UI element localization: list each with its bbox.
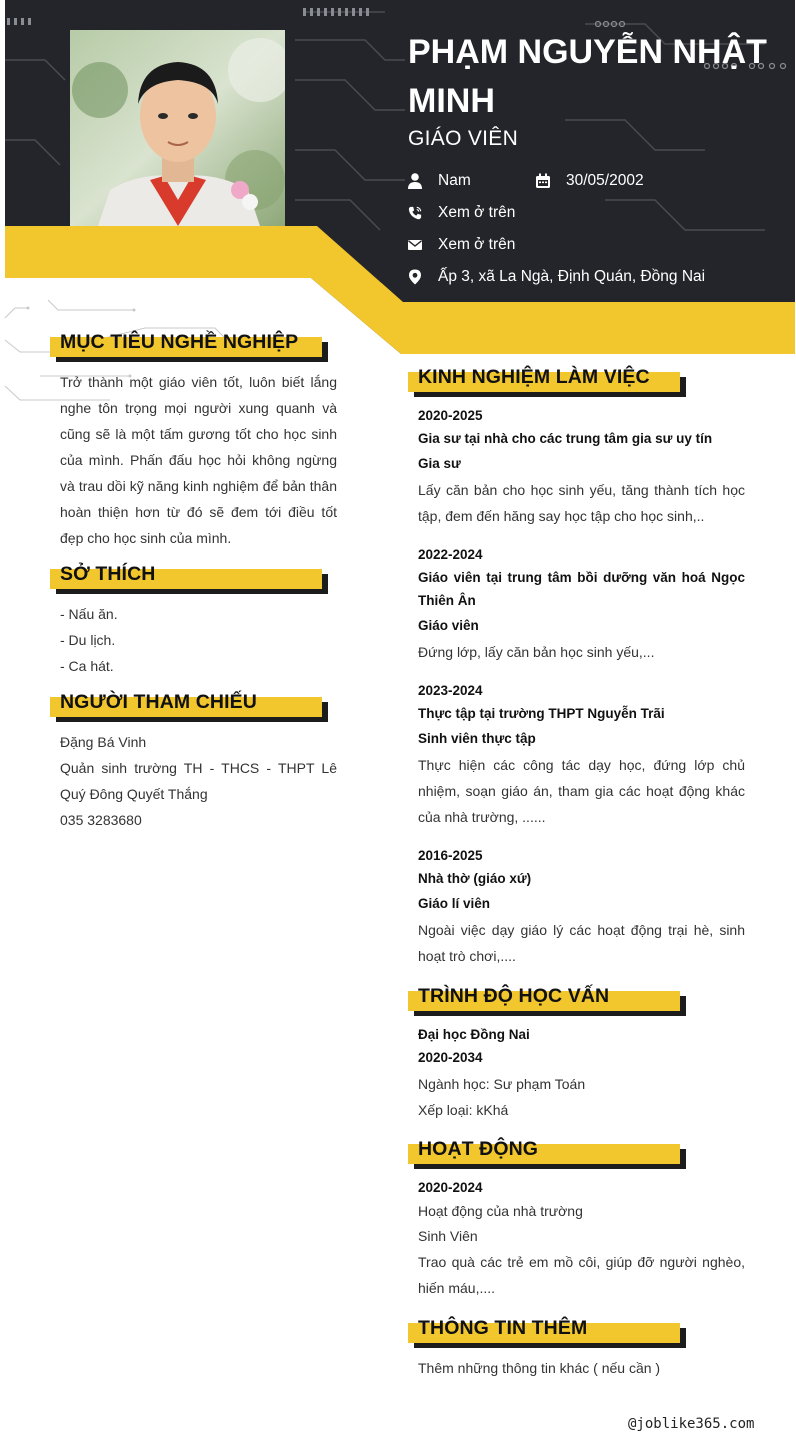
reference-phone: 035 3283680	[60, 812, 142, 828]
additional-heading: THÔNG TIN THÊM	[408, 1320, 688, 1350]
experience-role: Giáo lí viên	[418, 896, 491, 911]
envelope-icon	[408, 237, 422, 253]
hobby-item: - Nấu ăn.	[60, 606, 118, 622]
activities-block	[418, 1176, 745, 1301]
experience-item	[418, 404, 745, 529]
activities-heading: HOẠT ĐỘNG	[408, 1141, 688, 1171]
phone-row	[408, 204, 515, 222]
education-block	[418, 1023, 745, 1123]
address-value: Ấp 3, xã La Ngà, Định Quán, Đồng Nai	[438, 268, 706, 285]
education-grade: Xếp loại: kKhá	[418, 1102, 509, 1118]
calendar-icon	[536, 173, 550, 189]
activity-desc: Trao quà các trẻ em mồ côi, giúp đỡ người nghèo, hiến máu,....	[418, 1254, 745, 1296]
experience-org: Nhà thờ (giáo xứ)	[418, 871, 532, 886]
hobby-item: - Ca hát.	[60, 658, 114, 674]
experience-role: Giáo viên	[418, 618, 479, 633]
experience-desc: Lấy căn bản cho học sinh yếu, tăng thành tích học tập, đem đến hăng say học tập cho học sinh,..	[418, 482, 745, 524]
map-pin-icon	[408, 269, 422, 285]
birthdate-row	[536, 172, 644, 190]
reference-name: Đặng Bá Vinh	[60, 734, 147, 750]
objective-text: Trở thành một giáo viên tốt, luôn biết lắng nghe tôn trọng mọi người xung quanh và cũng sẽ là một tấm gương tốt cho học sinh của mình. Phấn đấu học hỏi không ngừng và trau dồi kỹ năng kinh nghiệm để bản thân hoàn thiện hơn từ đó sẽ đem tới điều tốt đẹp cho học sinh của mình.	[60, 374, 337, 546]
additional-text: Thêm những thông tin khác ( nếu cần )	[418, 1360, 661, 1376]
experience-org: Giáo viên tại trung tâm bồi dưỡng văn hoá Ngọc Thiên Ân	[418, 570, 745, 608]
gender-value: Nam	[438, 172, 471, 189]
activity-role: Sinh Viên	[418, 1228, 478, 1244]
email-row	[408, 236, 515, 254]
experience-heading: KINH NGHIỆM LÀM VIỆC	[408, 369, 688, 399]
education-period: 2020-2034	[418, 1050, 483, 1065]
profile-photo	[70, 30, 285, 226]
experience-item	[418, 679, 745, 830]
birthdate-value: 30/05/2002	[566, 172, 644, 189]
gender-row	[408, 172, 471, 190]
education-school: Đại học Đồng Nai	[418, 1027, 530, 1042]
experience-role: Sinh viên thực tập	[418, 731, 536, 746]
reference-position: Quản sinh trường TH - THCS - THPT Lê Quý Đông Quyết Thắng	[60, 760, 337, 802]
experience-item	[418, 543, 745, 665]
education-heading: TRÌNH ĐỘ HỌC VẤN	[408, 988, 688, 1018]
experience-org: Gia sư tại nhà cho các trung tâm gia sư uy tín	[418, 431, 713, 446]
experience-period: 2023-2024	[418, 683, 483, 698]
address-row	[408, 268, 705, 286]
objective-heading: MỤC TIÊU NGHỀ NGHIỆP	[50, 334, 330, 364]
user-icon	[408, 173, 422, 189]
experience-period: 2020-2025	[418, 408, 483, 423]
experience-period: 2016-2025	[418, 848, 483, 863]
experience-org: Thực tập tại trường THPT Nguyễn Trãi	[418, 706, 665, 721]
activity-period: 2020-2024	[418, 1180, 483, 1195]
hobbies-heading: SỞ THÍCH	[50, 566, 330, 596]
watermark: @joblike365.com	[628, 1416, 755, 1432]
phone-value: Xem ở trên	[438, 204, 516, 221]
experience-desc: Đứng lớp, lấy căn bản học sinh yếu,...	[418, 644, 655, 660]
candidate-name: PHẠM NGUYỄN NHẬT MINH	[408, 33, 767, 120]
references-block	[60, 729, 337, 833]
experience-period: 2022-2024	[418, 547, 483, 562]
hobbies-list	[60, 601, 337, 679]
hobby-item: - Du lịch.	[60, 632, 116, 648]
experience-desc: Ngoài việc dạy giáo lý các hoạt động trại hè, sinh hoạt trò chơi,....	[418, 922, 745, 964]
job-title: GIÁO VIÊN	[408, 127, 519, 150]
experience-desc: Thực hiện các công tác dạy học, đứng lớp chủ nhiệm, soạn giáo án, tham gia các hoạt động khác của nhà trường, ......	[418, 757, 745, 825]
education-major: Ngành học: Sư phạm Toán	[418, 1076, 586, 1092]
activity-org: Hoạt động của nhà trường	[418, 1203, 583, 1219]
experience-role: Gia sư	[418, 456, 461, 471]
email-value: Xem ở trên	[438, 236, 516, 253]
references-heading: NGƯỜI THAM CHIẾU	[50, 694, 330, 724]
phone-icon	[408, 205, 422, 221]
experience-item	[418, 844, 745, 969]
